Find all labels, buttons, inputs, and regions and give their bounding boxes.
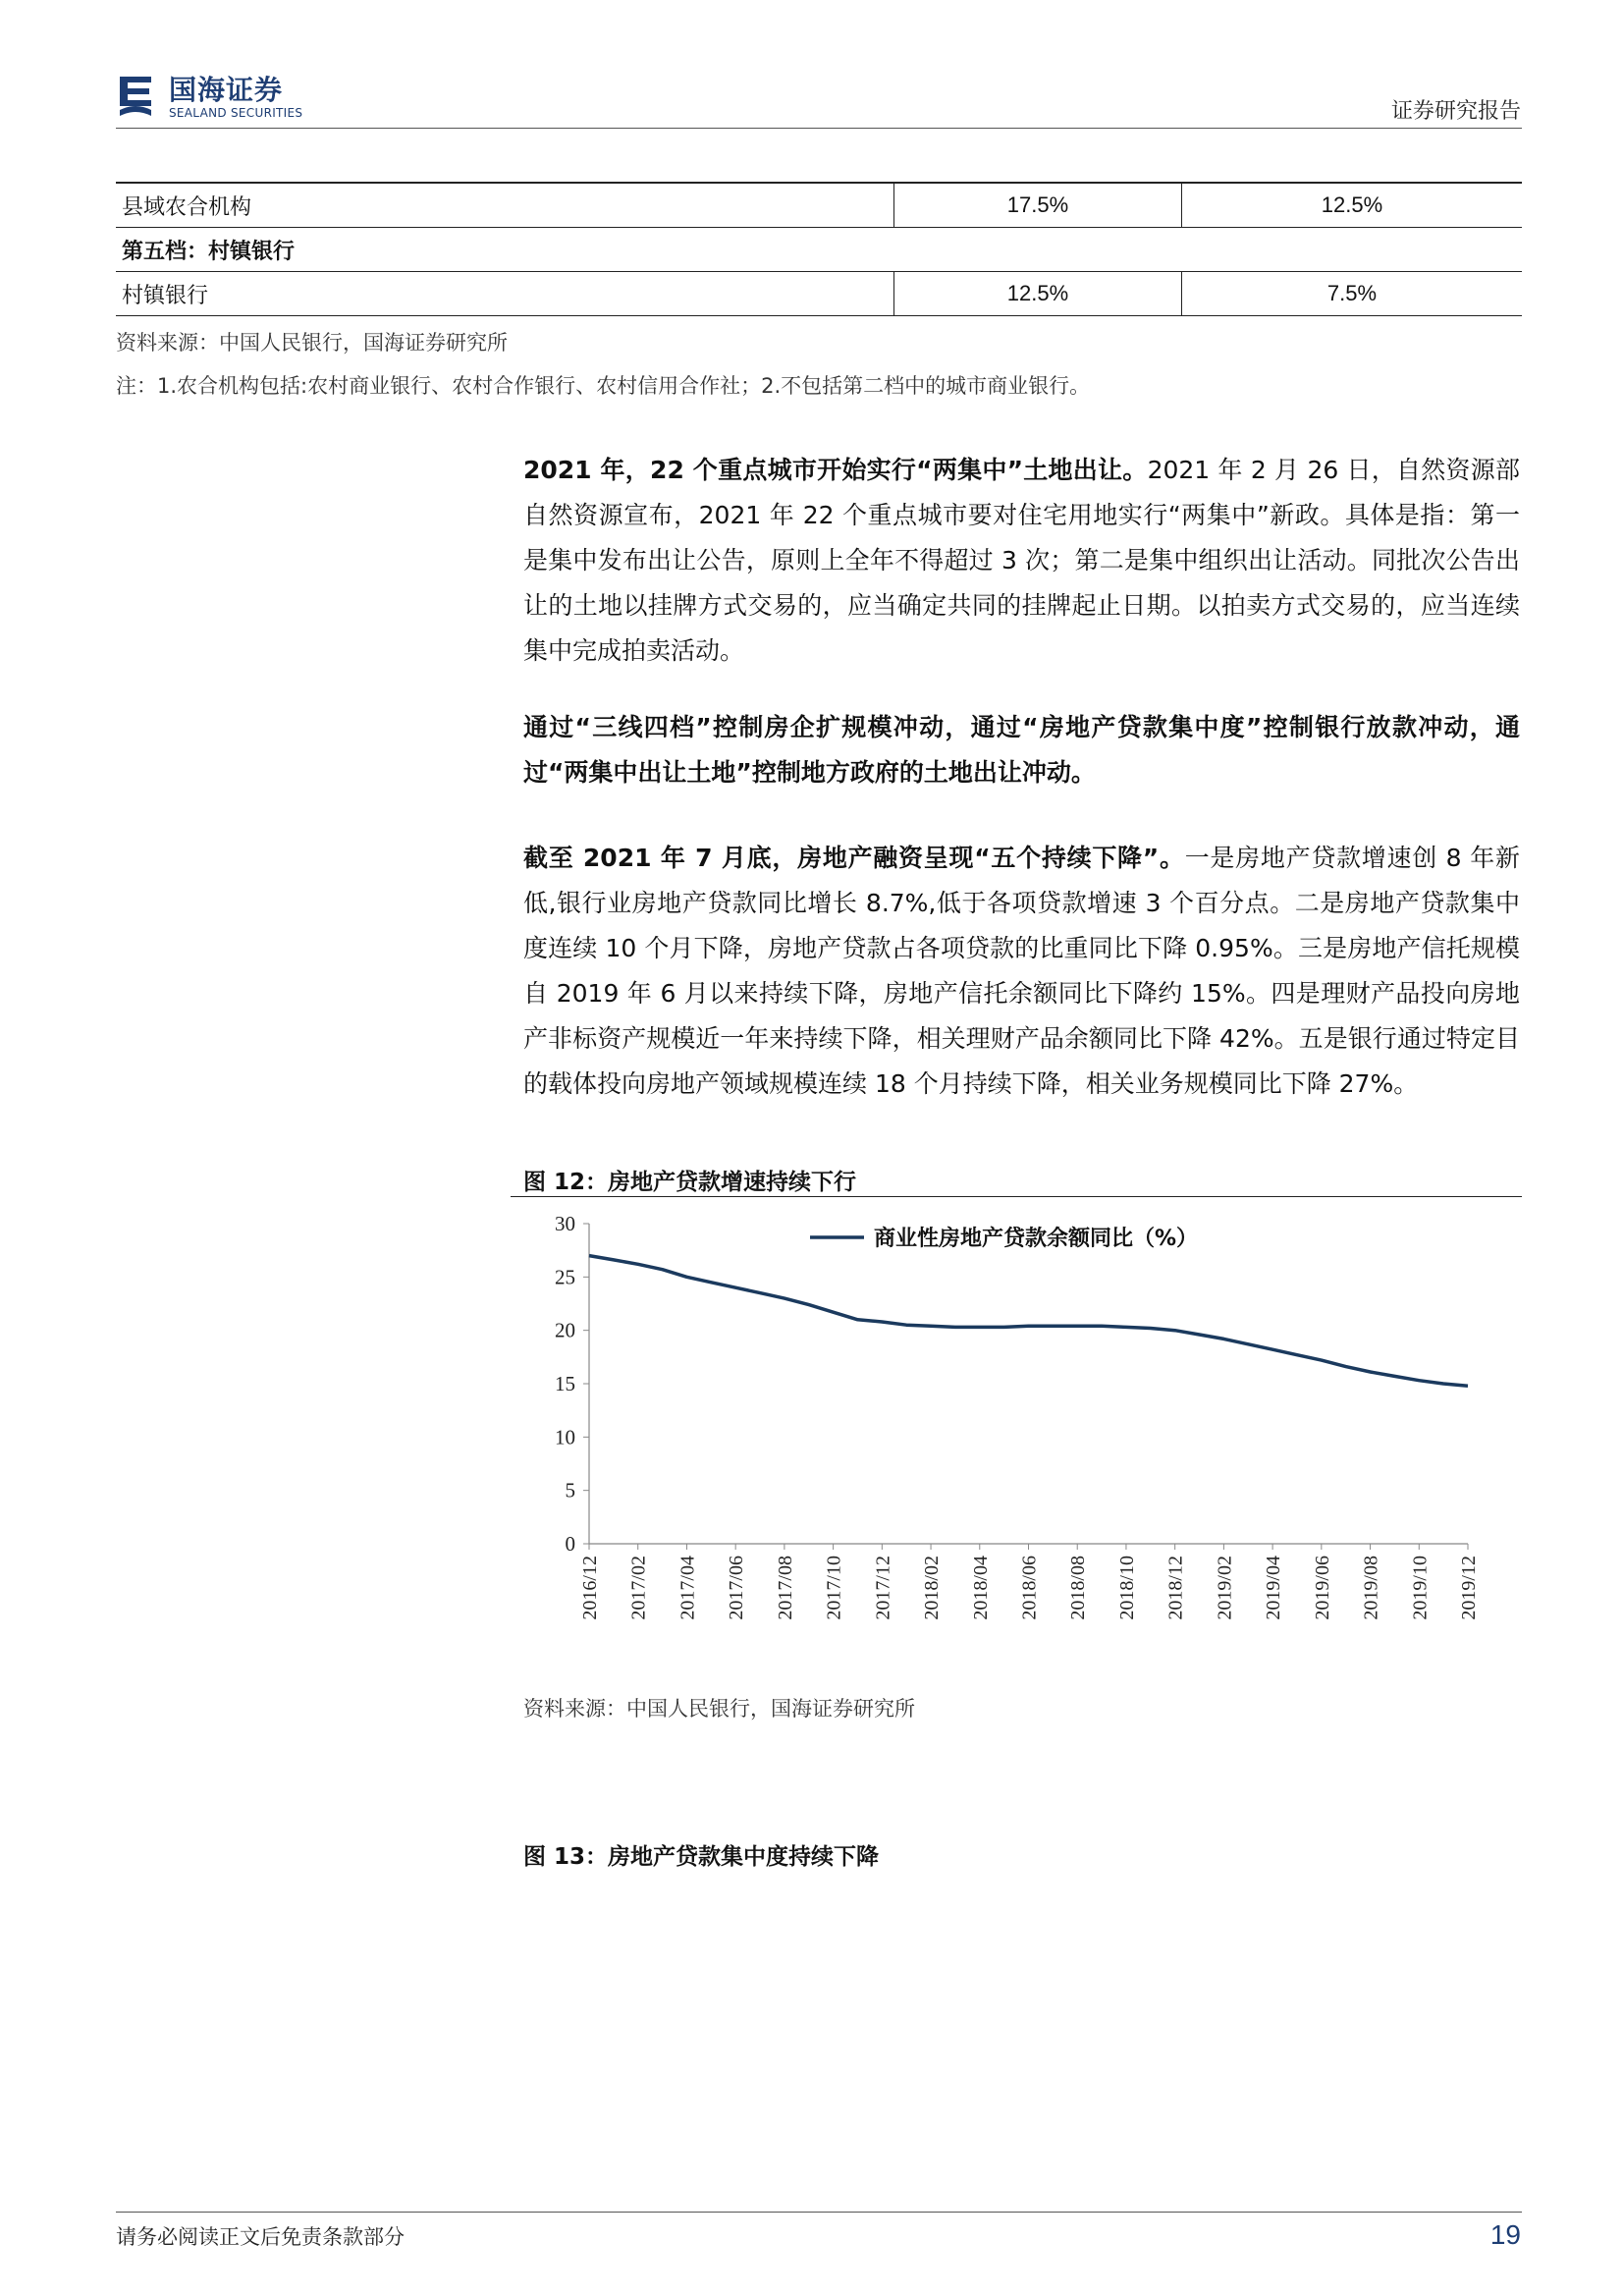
x-tick-label: 2018/02 (921, 1556, 944, 1620)
x-tick-label: 2017/04 (676, 1556, 699, 1620)
series-line (589, 1256, 1468, 1387)
figure-12-divider (511, 1196, 1522, 1197)
loan-growth-line-chart (511, 1210, 1522, 1671)
paragraph-lead: 截至 2021 年 7 月底，房地产融资呈现“五个持续下降”。 (523, 844, 1185, 872)
table-source: 资料来源：中国人民银行，国海证券研究所 (116, 331, 508, 355)
table-row (116, 272, 1522, 316)
x-tick-label: 2019/02 (1214, 1556, 1236, 1620)
institution-cell: 县域农合机构 (116, 183, 894, 228)
band-label: 第五档：村镇银行 (116, 228, 1522, 272)
x-tick-label: 2017/02 (627, 1556, 650, 1620)
paragraph-body: 一是房地产贷款增速创 8 年新低,银行业房地产贷款同比增长 8.7%,低于各项贷款增速 3 个百分点。二是房地产贷款集中度连续 10 个月下降，房地产贷款占各项贷款的比重同比下降 0.95%。三是房地产信托规模自 2019 年 6 月以来持续下降，房地产信托余额同比下降约 15%。四是理财产品投向房地产非标资产规模近一年来持续下降，相关理财产品余额同比下降 42%。五是银行通过特定目的载体投向房地产领域规模连续 18 个月持续下降，相关业务规模同比下降 27%。 (523, 844, 1520, 1098)
footer-divider (116, 2212, 1522, 2213)
table-band-row (116, 228, 1522, 272)
x-tick-label: 2019/10 (1409, 1556, 1432, 1620)
y-tick-label: 0 (565, 1532, 575, 1556)
reserve-ratio-table (116, 182, 1522, 316)
x-tick-label: 2017/08 (774, 1556, 796, 1620)
y-tick-label: 20 (555, 1318, 575, 1342)
x-tick-label: 2017/12 (872, 1556, 894, 1620)
report-type-label: 证券研究报告 (1390, 99, 1521, 124)
legend-label: 商业性房地产贷款余额同比（%） (874, 1227, 1199, 1251)
paragraph-body: 2021 年 2 月 26 日，自然资源部自然资源宣布，2021 年 22 个重点城市要对住宅用地实行“两集中”新政。具体是指：第一是集中发布出让公告，原则上全年不得超过 3 次；第二是集中组织出让活动。同批次公告出让的土地以挂牌方式交易的，应当确定共同的挂牌起止日期。以拍卖方式交易的，应当连续集中完成拍卖活动。 (523, 456, 1521, 665)
figure-12-title: 图 12：房地产贷款增速持续下行 (523, 1170, 857, 1195)
x-tick-label: 2017/06 (726, 1556, 748, 1620)
logo-chinese-name: 国海证券 (169, 74, 284, 106)
paragraph-land-transfer (523, 448, 1520, 674)
figure-13-title: 图 13：房地产贷款集中度持续下降 (523, 1844, 880, 1870)
x-tick-label: 2019/08 (1360, 1556, 1382, 1620)
y-tick-label: 10 (555, 1425, 575, 1449)
paragraph-control-policy: 通过“三线四档”控制房企扩规模冲动，通过“房地产贷款集中度”控制银行放款冲动，通过“两集中出让土地”控制地方政府的土地出让冲动。 (523, 713, 1520, 787)
ratio-cell-after: 7.5% (1182, 272, 1523, 316)
header-divider (116, 128, 1522, 129)
x-tick-label: 2017/10 (823, 1556, 845, 1620)
x-tick-label: 2018/08 (1067, 1556, 1090, 1620)
y-tick-label: 25 (555, 1265, 575, 1289)
y-tick-label: 30 (555, 1212, 575, 1235)
figure-12-source: 资料来源：中国人民银行，国海证券研究所 (523, 1697, 915, 1721)
x-tick-label: 2019/06 (1311, 1556, 1333, 1620)
y-tick-label: 15 (555, 1372, 575, 1395)
paragraph-financing-decline (523, 836, 1520, 1107)
table-row (116, 183, 1522, 228)
x-tick-label: 2016/12 (579, 1556, 601, 1620)
table-note: 注：1.农合机构包括:农村商业银行、农村合作银行、农村信用合作社；2.不包括第二档中的城市商业银行。 (116, 374, 1091, 398)
x-tick-label: 2019/04 (1263, 1556, 1285, 1620)
x-tick-label: 2018/04 (969, 1556, 992, 1620)
footer-disclaimer: 请务必阅读正文后免责条款部分 (116, 2225, 405, 2249)
logo-english-name: SEALAND SECURITIES (169, 106, 303, 120)
institution-cell: 村镇银行 (116, 272, 894, 316)
ratio-cell-before: 12.5% (894, 272, 1182, 316)
page-number: 19 (1489, 2219, 1521, 2250)
paragraph-lead: 2021 年，22 个重点城市开始实行“两集中”土地出让。 (523, 456, 1148, 484)
ratio-cell-after: 12.5% (1182, 183, 1523, 228)
y-tick-label: 5 (565, 1478, 575, 1503)
x-tick-label: 2019/12 (1458, 1556, 1480, 1620)
x-tick-label: 2018/06 (1018, 1556, 1041, 1620)
ratio-cell-before: 17.5% (894, 183, 1182, 228)
x-tick-label: 2018/12 (1164, 1556, 1187, 1620)
sealand-logo-icon (116, 73, 155, 118)
x-tick-label: 2018/10 (1115, 1556, 1138, 1620)
